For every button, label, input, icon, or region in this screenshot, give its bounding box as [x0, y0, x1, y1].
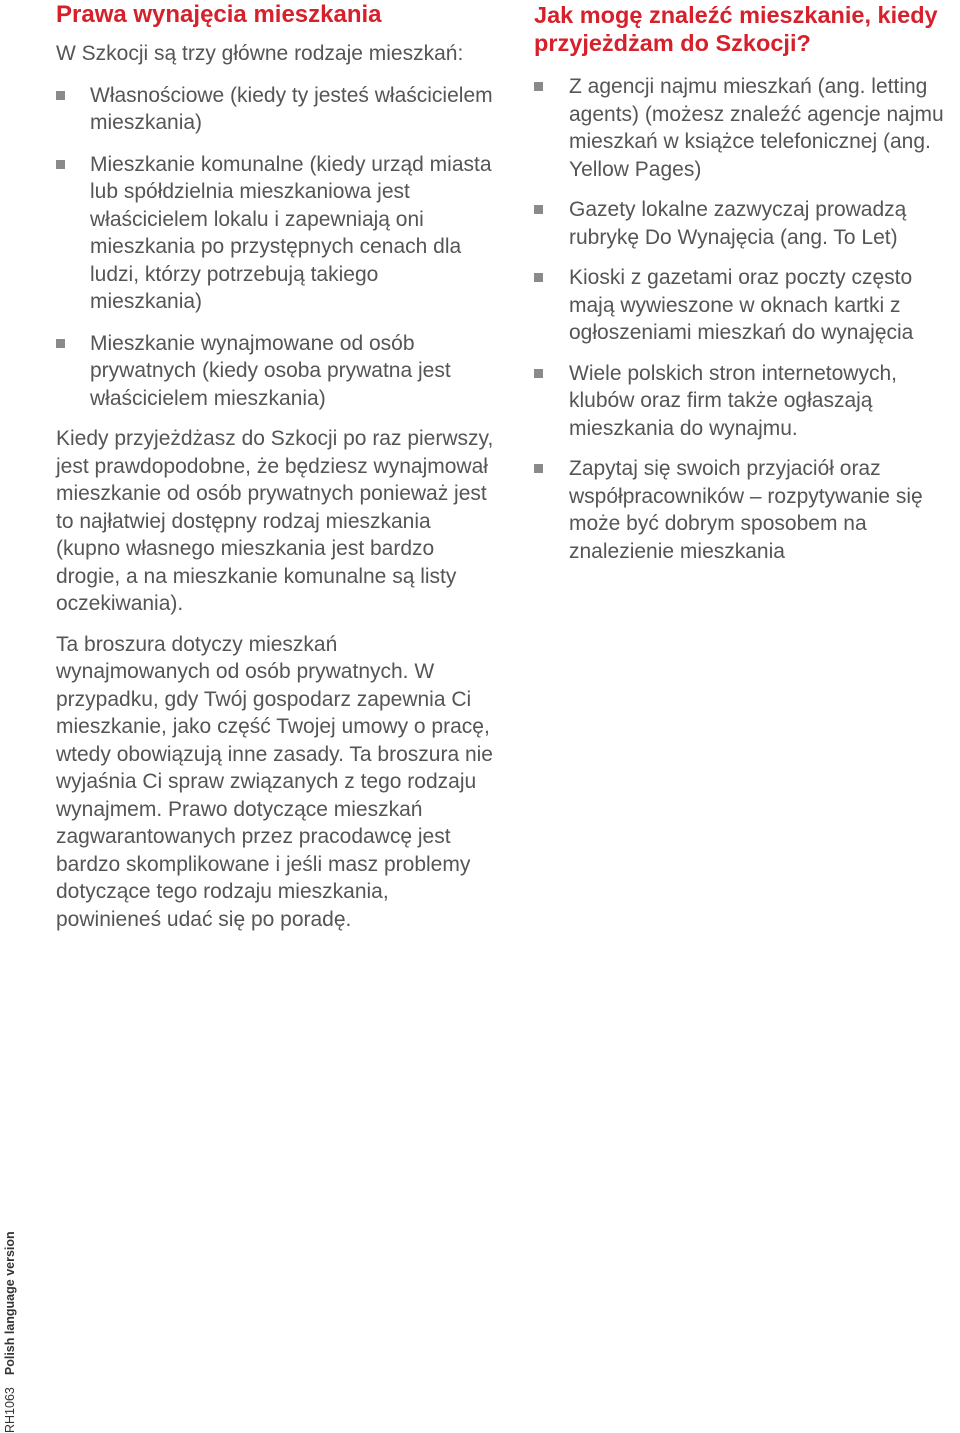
list-item-text: Wiele polskich stron internetowych, klubów oraz firm także ogłaszają mieszkania do wynajmu.	[569, 361, 897, 440]
finding-housing-list	[534, 73, 954, 565]
square-bullet-icon	[534, 205, 543, 214]
list-item-text: Mieszkanie wynajmowane od osób prywatnych (kiedy osoba prywatna jest właścicielem mieszkania)	[90, 331, 451, 410]
vertical-sidebar	[0, 1214, 20, 1433]
left-column	[56, 0, 496, 933]
list-item-text: Własnościowe (kiedy ty jesteś właścicielem mieszkania)	[90, 83, 493, 134]
square-bullet-icon	[56, 339, 65, 348]
square-bullet-icon	[56, 91, 65, 100]
square-bullet-icon	[534, 369, 543, 378]
right-column	[534, 0, 954, 565]
body-paragraph: Ta broszura dotyczy mieszkań wynajmowanych od osób prywatnych. W przypadku, gdy Twój gospodarz zapewnia Ci mieszkanie, jako część Twojej umowy o pracę, wtedy obowiązują inne zasady. Ta broszura nie wyjaśnia Ci spraw związanych z tego rodzaju wynajmem. Prawo dotyczące mieszkań zagwarantowanych przez pracodawcę jest bardzo skomplikowane i jeśli masz problemy dotyczące tego rodzaju mieszkania, powinieneś udać się po poradę.	[56, 632, 493, 931]
document-code: RH1063	[3, 1387, 17, 1433]
intro-paragraph: W Szkocji są trzy główne rodzaje mieszkań:	[56, 42, 464, 65]
list-item	[534, 264, 954, 347]
list-item-text: Gazety lokalne zazwyczaj prowadzą rubrykę Do Wynajęcia (ang. To Let)	[569, 198, 907, 249]
language-version: Polish language version	[3, 1231, 17, 1376]
square-bullet-icon	[534, 464, 543, 473]
square-bullet-icon	[534, 82, 543, 91]
list-item-text: Zapytaj się swoich przyjaciół oraz współpracowników – rozpytywanie się może być dobrym sposobem na znalezienie mieszkania	[569, 457, 923, 563]
list-item-text: Z agencji najmu mieszkań (ang. letting agents) (możesz znaleźć agencje najmu mieszkań w książce telefonicznej (ang. Yellow Pages)	[569, 75, 944, 181]
list-item	[56, 151, 496, 316]
square-bullet-icon	[534, 273, 543, 282]
list-item	[56, 82, 496, 137]
square-bullet-icon	[56, 160, 65, 169]
list-item	[534, 455, 954, 565]
list-item	[56, 330, 496, 413]
sidebar-label	[0, 1214, 20, 1433]
page-title: Prawa wynajęcia mieszkania	[56, 1, 382, 28]
list-item-text: Mieszkanie komunalne (kiedy urząd miasta lub spółdzielnia mieszkaniowa jest właścicielem lokalu i zapewniają oni mieszkania po przystępnych cenach dla ludzi, którzy potrzebują takiego mieszkania)	[90, 152, 492, 313]
list-item	[534, 73, 954, 183]
list-item-text: Kioski z gazetami oraz poczty często mają wywieszone w oknach kartki z ogłoszeniami mieszkań do wynajęcia	[569, 266, 914, 344]
list-item	[534, 196, 954, 251]
housing-types-list	[56, 82, 496, 413]
list-item	[534, 360, 954, 443]
section-heading: Jak mogę znaleźć mieszkanie, kiedy przyjeżdżam do Szkocji?	[534, 2, 938, 56]
body-paragraph: Kiedy przyjeżdżasz do Szkocji po raz pierwszy, jest prawdopodobne, że będziesz wynajmował mieszkanie od osób prywatnych ponieważ jest to najłatwiej dostępny rodzaj mieszkania (kupno własnego mieszkania jest bardzo drogie, a na mieszkanie komunalne są listy oczekiwania).	[56, 427, 494, 615]
